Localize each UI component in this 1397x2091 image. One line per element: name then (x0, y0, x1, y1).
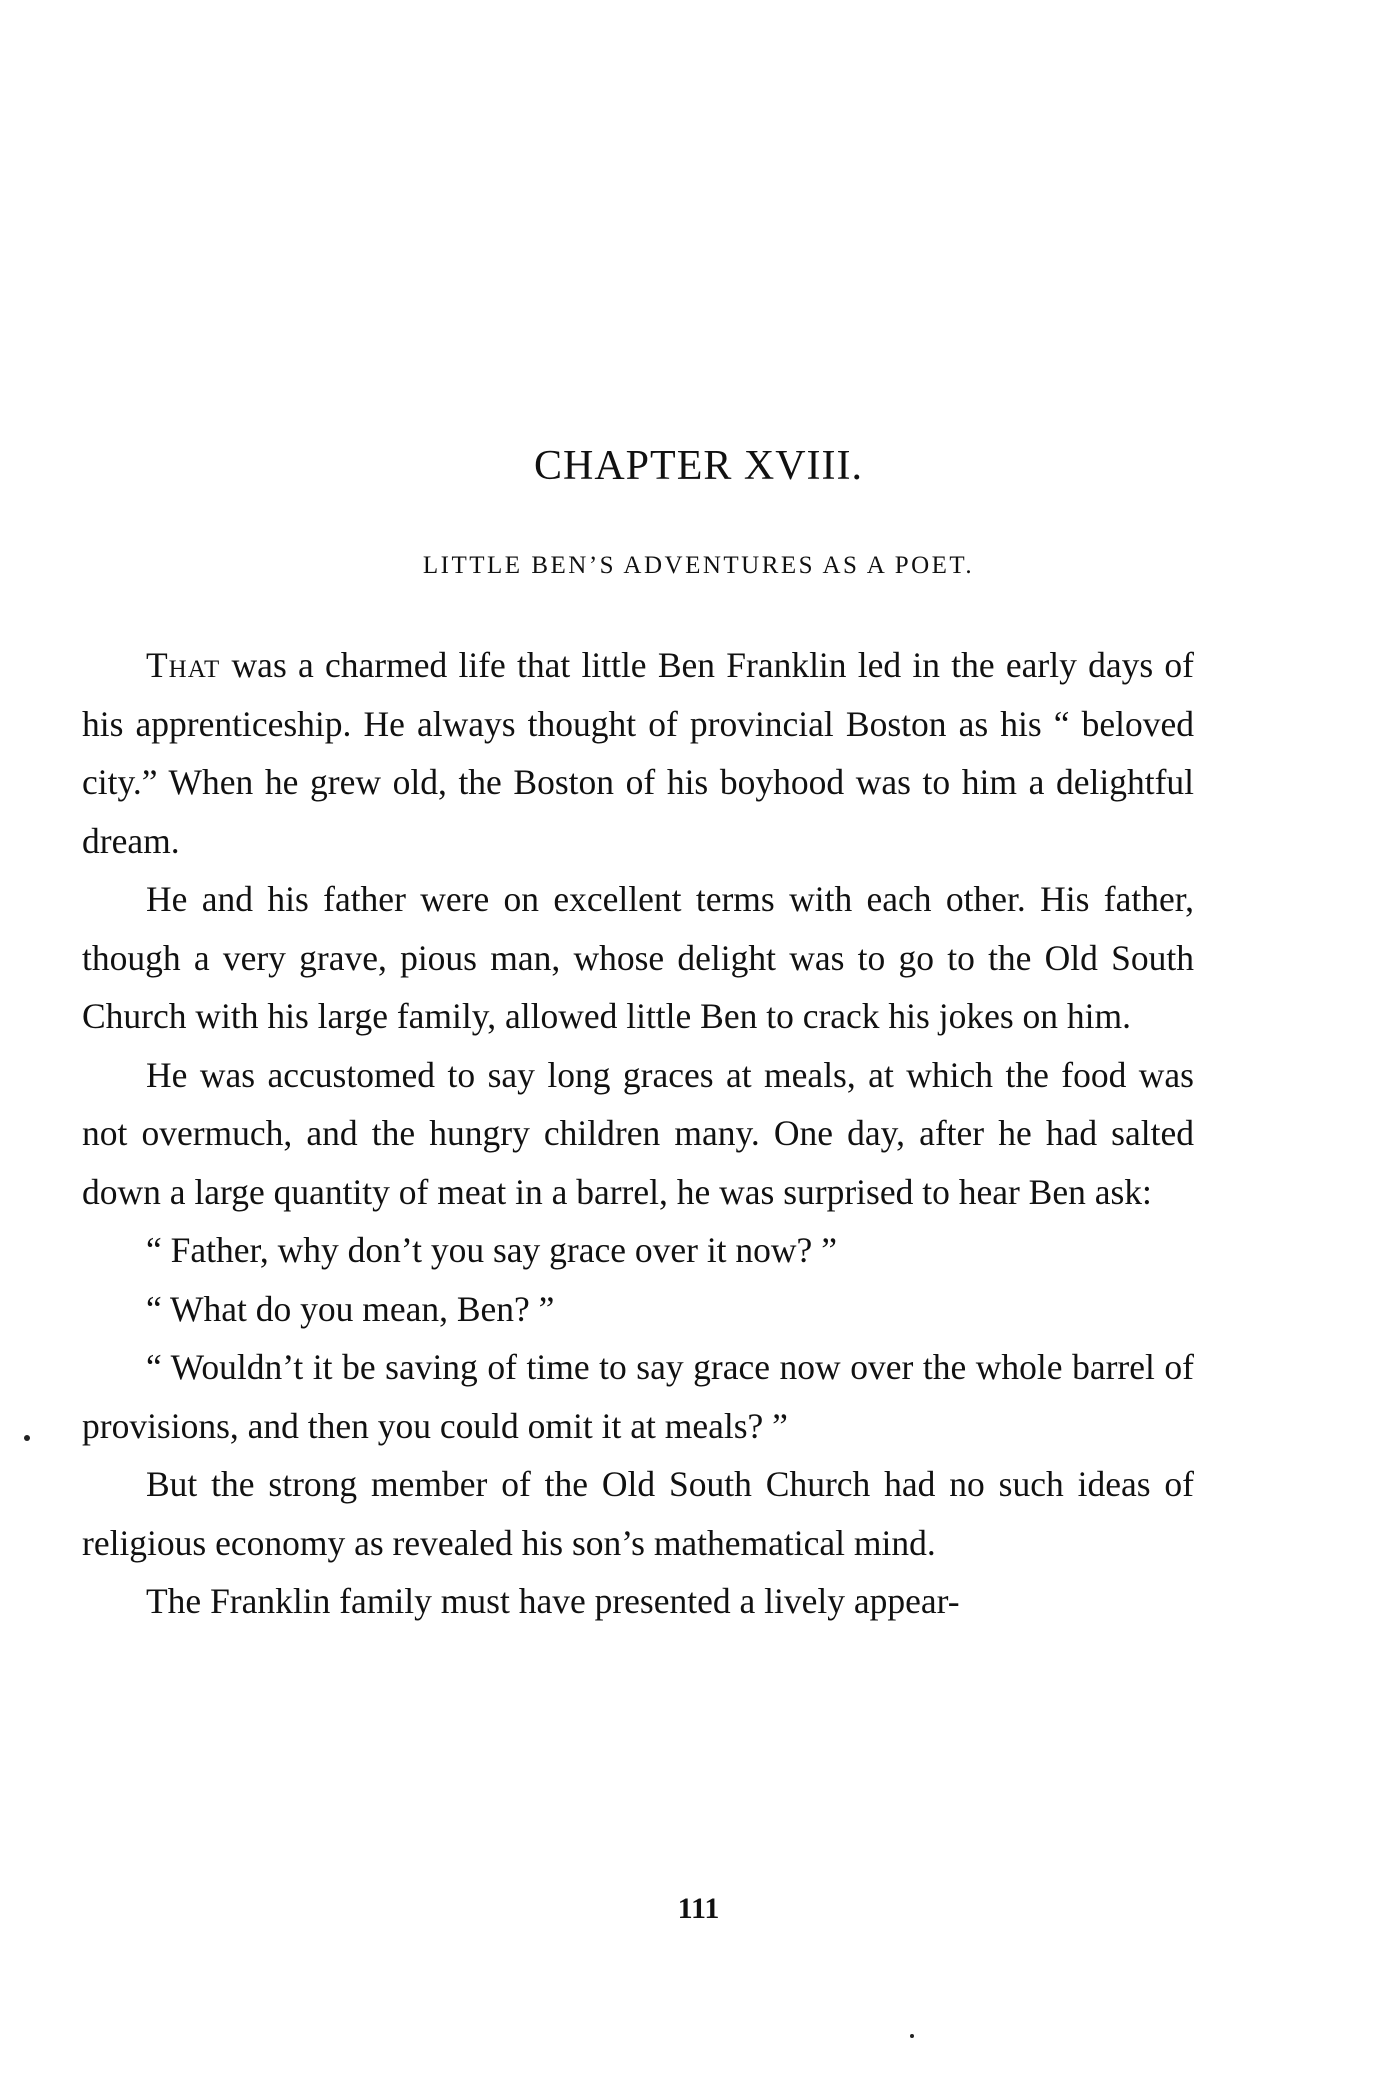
page-number: 111 (677, 1892, 720, 1925)
ink-speck (910, 2034, 914, 2038)
paragraph: He was accustomed to say long graces at meals, at which the food was not overmuch, and the hungry children many. One day, after he had salted down a large quantity of meat in a barrel, he was surprised to hear Ben ask: (82, 1054, 1194, 1212)
dialog-line: “ What do you mean, Ben? ” (146, 1288, 555, 1329)
paragraph: The Franklin family must have presented a lively appear- (146, 1581, 960, 1621)
paragraph: He and his father were on excellent terms with each other. His father, though a very grave, pious man, whose delight was to go to the Old South Church with his large family, allowed little Ben to crack his jokes on him. (82, 879, 1194, 1036)
body-text (82, 636, 1194, 1631)
ink-speck (24, 1435, 30, 1441)
paragraph (82, 636, 1194, 870)
chapter-title: CHAPTER XVIII. (534, 443, 863, 489)
paragraph-text: was a charmed life that little Ben Franklin led in the early days of his apprenticeship. He always thought of provincial Boston as his “ beloved city.” When he grew old, the Boston of his boyhood was to him a delightful dream. (82, 645, 1194, 861)
dialog-line: “ Father, why don’t you say grace over it now? ” (146, 1230, 837, 1270)
paragraph: But the strong member of the Old South Church had no such ideas of religious economy as revealed his son’s mathematical mind. (82, 1464, 1194, 1563)
paragraph: “ Wouldn’t it be saving of time to say grace now over the whole barrel of provisions, and then you could omit it at meals? ” (82, 1347, 1194, 1446)
paragraph-first-word: That (146, 645, 221, 685)
chapter-subtitle: LITTLE BEN’S ADVENTURES AS A POET. (422, 552, 975, 579)
